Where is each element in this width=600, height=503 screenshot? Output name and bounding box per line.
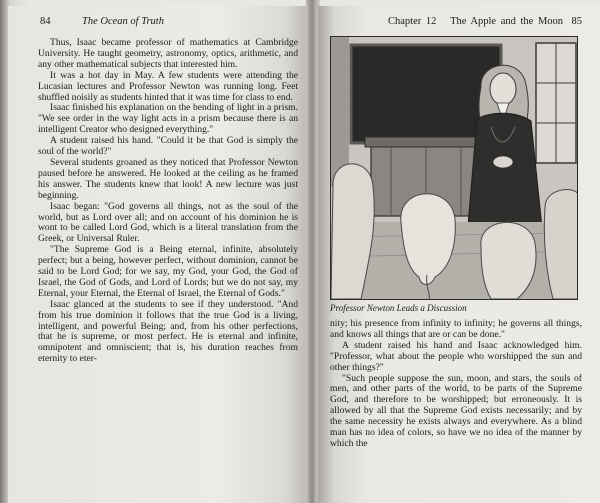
- paragraph: A student raised his hand and Isaac acknowledged him. "Professor, what about the people who worshipped the sun and other things?": [330, 339, 582, 373]
- chapter-title: The Apple and the Moon: [450, 16, 564, 27]
- illustration-drawing: [331, 37, 578, 299]
- paragraph: It was a hot day in May. A few students were attending the Lucasian lectures and Professor Newton was running long. Feet shuffled noisily as students hinted that it was time for class to end.: [38, 69, 298, 103]
- chapter-label: Chapter 12: [388, 16, 437, 27]
- right-running-head: [388, 16, 582, 30]
- left-page: [8, 6, 308, 503]
- left-page-number: 84: [40, 16, 51, 27]
- paragraph: Thus, Isaac became professor of mathematics at Cambridge University. He taught geometry, astronomy, optics, arithmetic, and any other mathematical subjects that interested him.: [38, 37, 298, 70]
- right-body-text: [330, 319, 582, 450]
- running-title: The Ocean of Truth: [82, 16, 164, 27]
- left-body-text: [38, 38, 298, 365]
- paragraph: A student raised his hand. "Could it be that God is simply the soul of the world?": [38, 135, 298, 158]
- paragraph: "Such people suppose the sun, moon, and stars, the souls of men, and other parts of the world, to be parts of the Supreme God, and therefore to be worshipped; but erroneously. It is allowed by all that the Supreme God exists necessarily; and by the same necessity he exists always and everywhere. As a blind man has no idea of colors, so have we no idea of the manner by which the: [330, 372, 582, 449]
- chapter-heading: [388, 16, 563, 28]
- illustration: [330, 36, 578, 300]
- paragraph: Isaac finished his explanation on the bending of light in a prism. "We see order in the way light acts in a prism because there is an intelligent Creator who designed everything.": [38, 102, 298, 136]
- paragraph: Isaac began: "God governs all things, not as the soul of the world, but as Lord over all; and on account of his dominion he is wont to be called Lord God, which is a literal translation from the Greek, or Universal Ruler.: [38, 200, 298, 245]
- right-page: [318, 6, 600, 503]
- figure-caption: Professor Newton Leads a Discussion: [330, 303, 467, 313]
- paragraph: Several students groaned as they noticed that Professor Newton paused before he answered. He looked at the ceiling as he framed his answer. The students knew that look! A new lecture was just beginning.: [38, 156, 298, 201]
- left-running-head: [40, 16, 308, 30]
- paragraph: nity; his presence from infinity to infinity; he governs all things, and knows all things that are or can be done.": [330, 318, 582, 340]
- right-page-number: 85: [571, 16, 582, 27]
- paragraph: "The Supreme God is a Being eternal, infinite, absolutely perfect; but a being, however perfect, without dominion, cannot be said to be Lord God; for we say, my God, your God, the God of Israel, the God of Gods, and Lord of Lords; but we do not say, my Eternal, your Eternal, the Eternal of Israel, the Eternal of Gods.": [38, 244, 298, 299]
- paragraph: Isaac glanced at the students to see if they understood. "And from his true dominion it follows that the true God is a living, intelligent, and powerful Being; and, from his other perfections, that he is supreme, or most perfect. He is eternal and infinite, omnipotent and omniscient; that is, his duration reaches from eternity to eter-: [38, 298, 298, 365]
